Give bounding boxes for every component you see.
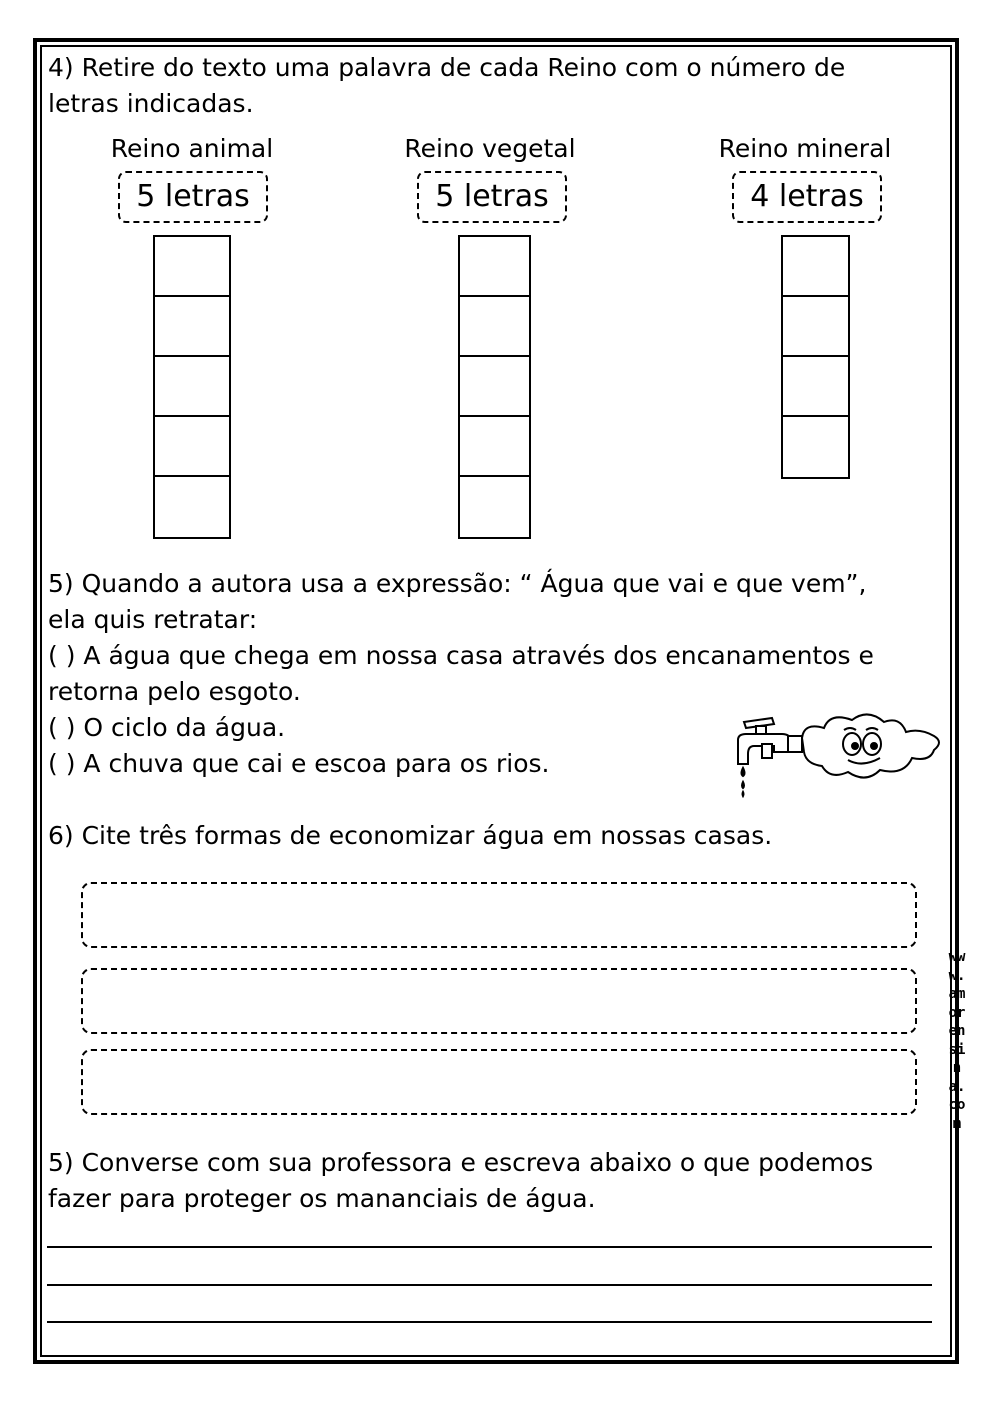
q6-prompt: 6) Cite três formas de economizar água em nossas casas. [48, 821, 773, 850]
letter-cell[interactable] [460, 237, 529, 297]
letter-grid-vegetal [458, 235, 531, 539]
q7-prompt-line1: 5) Converse com sua professora e escreva abaixo o que podemos [48, 1148, 874, 1177]
q7-prompt-line2: fazer para proteger os mananciais de água. [48, 1184, 596, 1213]
letter-count-mineral: 4 letras [732, 171, 882, 223]
letter-grid-mineral [781, 235, 850, 479]
letter-cell[interactable] [783, 357, 848, 417]
answer-box-1[interactable] [81, 882, 917, 948]
writing-line-3[interactable] [47, 1321, 932, 1323]
letter-grid-animal [153, 235, 231, 539]
writing-line-2[interactable] [47, 1284, 932, 1286]
site-watermark: www.amorensina.com [948, 949, 966, 1132]
letter-cell[interactable] [460, 477, 529, 537]
kingdom-label-animal: Reino animal [110, 134, 274, 163]
kingdom-label-vegetal: Reino vegetal [404, 134, 576, 163]
letter-cell[interactable] [155, 417, 229, 477]
answer-box-2[interactable] [81, 968, 917, 1034]
faucet-cloud-illustration [734, 706, 944, 798]
q5-prompt-line2: ela quis retratar: [48, 605, 258, 634]
q4-prompt-line1: 4) Retire do texto uma palavra de cada Reino com o número de [48, 53, 846, 82]
q5-option2[interactable]: ( ) O ciclo da água. [48, 713, 286, 742]
q5-option1-line1[interactable]: ( ) A água que chega em nossa casa através dos encanamentos e [48, 641, 874, 670]
letter-count-animal: 5 letras [118, 171, 268, 223]
letter-cell[interactable] [783, 417, 848, 477]
q5-option1-line2: retorna pelo esgoto. [48, 677, 301, 706]
letter-cell[interactable] [783, 237, 848, 297]
letter-cell[interactable] [460, 357, 529, 417]
letter-cell[interactable] [460, 297, 529, 357]
letter-cell[interactable] [155, 357, 229, 417]
answer-box-3[interactable] [81, 1049, 917, 1115]
letter-cell[interactable] [783, 297, 848, 357]
letter-cell[interactable] [155, 477, 229, 537]
letter-count-vegetal: 5 letras [417, 171, 567, 223]
q4-prompt-line2: letras indicadas. [48, 89, 254, 118]
q5-option3[interactable]: ( ) A chuva que cai e escoa para os rios. [48, 749, 550, 778]
letter-cell[interactable] [155, 237, 229, 297]
writing-line-1[interactable] [47, 1246, 932, 1248]
letter-cell[interactable] [460, 417, 529, 477]
q5-prompt-line1: 5) Quando a autora usa a expressão: “ Água que vai e que vem”, [48, 569, 867, 598]
letter-cell[interactable] [155, 297, 229, 357]
kingdom-label-mineral: Reino mineral [718, 134, 892, 163]
